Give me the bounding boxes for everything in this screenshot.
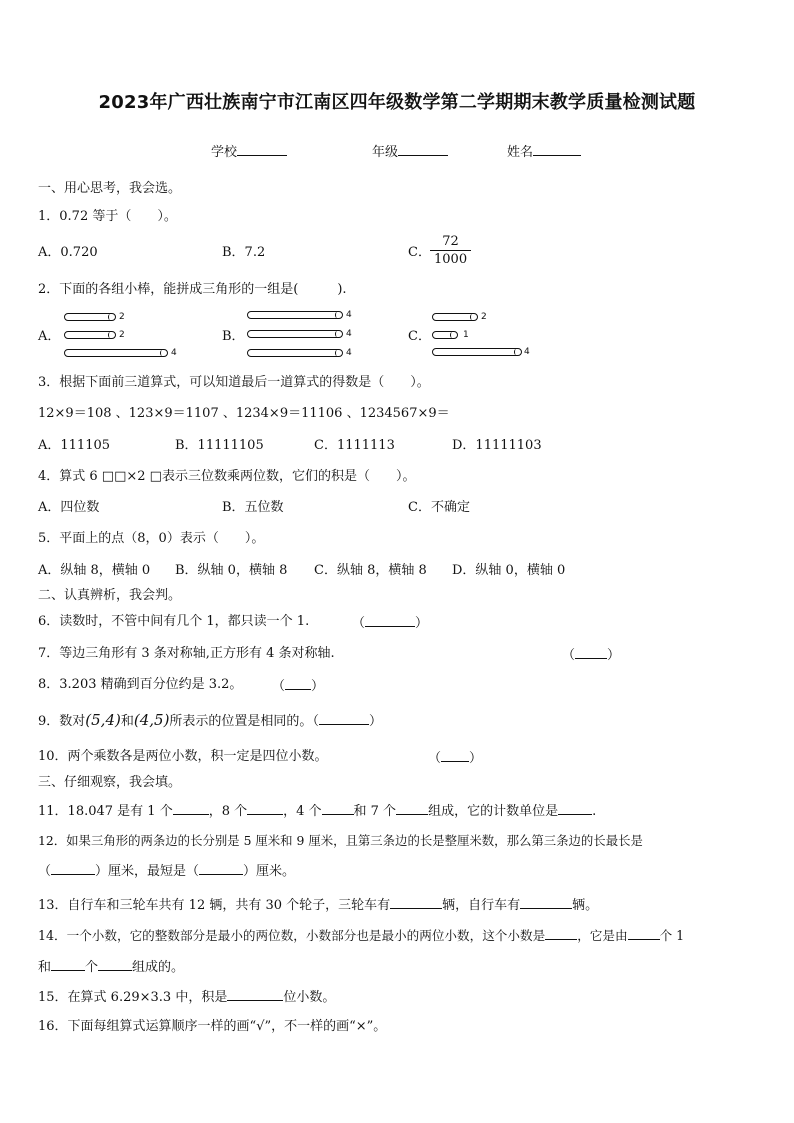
- q2-stem: 2．下面的各组小棒，能拼成三角形的一组是( ).: [38, 282, 347, 297]
- paren-close: ）: [469, 751, 483, 766]
- paren-open: （: [352, 616, 366, 631]
- q12-line-1: 12．如果三角形的两条边的长分别是 5 厘米和 9 厘米，且第三条边的长是整厘米数，那么第三条边的长最长是: [38, 833, 643, 848]
- answer-blank[interactable]: [285, 677, 311, 690]
- stick-a3-icon: [64, 349, 168, 357]
- stick-c2-label: 1: [463, 330, 469, 340]
- stick-a1-label: 2: [119, 312, 125, 322]
- q6-stem: 6．读数时，不管中间有几个 1，都只读一个 1.: [38, 614, 310, 629]
- q14-text-5: 个: [85, 960, 99, 975]
- q1-stem: 1．0.72 等于（ ）。: [38, 209, 177, 224]
- q9-pre: 9．数对: [38, 714, 86, 729]
- q11-stem: [38, 802, 596, 820]
- q14-blank-1[interactable]: [545, 927, 577, 940]
- q13-text-2: 辆，自行车有: [442, 898, 521, 913]
- q14-blank-3[interactable]: [51, 958, 85, 971]
- q3-formula: 12×9＝108 、123×9＝1107 、1234×9＝11106 、1234567×9＝: [38, 406, 450, 421]
- q14-blank-2[interactable]: [628, 927, 660, 940]
- stick-b1-label: 4: [346, 310, 352, 320]
- q15-stem: [38, 988, 335, 1006]
- q3-stem: 3．根据下面前三道算式，可以知道最后一道算式的得数是（ ）。: [38, 375, 430, 390]
- paren-open: （: [272, 679, 286, 694]
- q13-text-1: 13．自行车和三轮车共有 12 辆，共有 30 个轮子，三轮车有: [38, 898, 391, 913]
- name-blank[interactable]: [533, 143, 581, 156]
- q16-stem: 16．下面每组算式运算顺序一样的画“√”，不一样的画“×”。: [38, 1019, 387, 1034]
- q14-text-3: 个 1: [659, 928, 685, 943]
- q10-stem: 10．两个乘数各是两位小数，积一定是四位小数。: [38, 749, 328, 764]
- stick-b2-icon: [247, 330, 343, 338]
- q2-option-c: C．: [408, 329, 431, 344]
- stick-c1-icon: [432, 313, 478, 321]
- q9-stem: [38, 712, 382, 730]
- paren-close: ）: [607, 648, 621, 663]
- name-label: 姓名: [507, 145, 534, 160]
- q14-text-2: ，它是由: [577, 928, 628, 943]
- stick-b1-icon: [247, 311, 343, 319]
- answer-blank[interactable]: [365, 614, 415, 627]
- q4-option-c: C．不确定: [408, 500, 470, 515]
- q8-stem: 8．3.203 精确到百分位约是 3.2。: [38, 677, 243, 692]
- q11-blank-2[interactable]: [247, 802, 283, 815]
- stick-a2-label: 2: [119, 330, 125, 340]
- answer-blank[interactable]: [319, 712, 369, 725]
- q11-blank-5[interactable]: [558, 802, 592, 815]
- q15-text-1: 15．在算式 6.29×3.3 中，积是: [38, 990, 228, 1005]
- q11-text-5: 组成，它的计数单位是: [428, 804, 559, 819]
- q2-option-b: B．: [222, 329, 245, 344]
- q10-answer[interactable]: [428, 749, 482, 767]
- q5-option-d: D．纵轴 0，横轴 0: [452, 563, 566, 578]
- grade-label: 年级: [372, 145, 399, 160]
- stick-b2-label: 4: [346, 329, 352, 339]
- q1-fraction: [430, 233, 471, 268]
- q4-option-b: B．五位数: [222, 500, 284, 515]
- stick-c1-label: 2: [481, 312, 487, 322]
- paren-open: （: [562, 648, 576, 663]
- q5-stem: 5．平面上的点（8，0）表示（ ）。: [38, 531, 265, 546]
- q14-line-2: [38, 958, 184, 976]
- grade-blank[interactable]: [398, 143, 448, 156]
- stick-a1-icon: [64, 313, 116, 321]
- paren-close: ）: [415, 616, 429, 631]
- q12-text-3: ）厘米。: [243, 864, 296, 879]
- q5-option-a: A．纵轴 8，横轴 0: [38, 563, 151, 578]
- stick-c2-icon: [432, 331, 458, 339]
- school-field: [211, 143, 287, 161]
- q3-option-b: B．11111105: [175, 438, 264, 453]
- q14-line-1: [38, 927, 684, 944]
- answer-blank[interactable]: [575, 646, 607, 659]
- q13-blank-1[interactable]: [390, 896, 442, 909]
- q7-answer[interactable]: [562, 646, 620, 664]
- name-field: [507, 143, 581, 161]
- q13-text-3: 辆。: [572, 898, 599, 913]
- q9-post: 所表示的位置是相同的。: [169, 714, 313, 729]
- page-title: 2023年广西壮族南宁市江南区四年级数学第二学期期末教学质量检测试题: [98, 92, 696, 113]
- q3-option-c: C．1111113: [314, 438, 395, 453]
- q1-option-b: B．7.2: [222, 245, 266, 260]
- section-1-heading: 一、用心思考，我会选。: [38, 181, 182, 196]
- q2-option-a: A．: [38, 329, 61, 344]
- q15-blank-1[interactable]: [227, 988, 283, 1001]
- q9-mid: 和: [120, 714, 134, 729]
- paren-close: ）: [368, 714, 382, 729]
- q11-blank-1[interactable]: [173, 802, 209, 815]
- q13-blank-2[interactable]: [520, 896, 572, 909]
- paren-close: ）: [311, 679, 325, 694]
- q1-option-c: C．: [408, 245, 431, 260]
- q11-text-2: ，8 个: [208, 804, 248, 819]
- q9-coord-2: (4,5): [133, 711, 170, 729]
- school-blank[interactable]: [237, 143, 287, 156]
- fraction-denominator: 1000: [434, 252, 468, 267]
- q12-text-2: ）厘米，最短是（: [95, 864, 200, 879]
- q11-text-1: 11．18.047 是有 1 个: [38, 804, 173, 819]
- section-2-heading: 二、认真辨析，我会判。: [38, 588, 182, 603]
- q14-text-4: 和: [38, 960, 52, 975]
- stick-b3-label: 4: [346, 348, 352, 358]
- q14-text-1: 14．一个小数，它的整数部分是最小的两位数，小数部分也是最小的两位小数，这个小数是: [38, 928, 546, 943]
- q11-blank-4[interactable]: [396, 802, 428, 815]
- q4-stem: 4．算式 6 □□×2 □表示三位数乘两位数，它们的积是（ ）。: [38, 469, 416, 484]
- q5-option-c: C．纵轴 8，横轴 8: [314, 563, 427, 578]
- q14-text-6: 组成的。: [132, 960, 185, 975]
- q1-option-a: A．0.720: [38, 245, 98, 260]
- answer-blank[interactable]: [441, 749, 469, 762]
- q11-text-6: .: [592, 804, 597, 819]
- q11-blank-3[interactable]: [322, 802, 354, 815]
- q6-answer[interactable]: [352, 614, 428, 632]
- q13-stem: [38, 896, 598, 914]
- stick-c3-label: 4: [524, 347, 530, 357]
- stick-b3-icon: [247, 349, 343, 357]
- stick-a3-label: 4: [171, 348, 177, 358]
- paren-open: （: [312, 714, 319, 729]
- stick-c3-icon: [432, 348, 522, 356]
- q11-text-4: 和 7 个: [353, 804, 397, 819]
- section-3-heading: 三、仔细观察，我会填。: [38, 775, 182, 790]
- paren-open: （: [428, 751, 442, 766]
- q14-blank-4[interactable]: [98, 958, 132, 971]
- q11-text-3: ，4 个: [283, 804, 322, 819]
- q12-line-2: [38, 862, 295, 880]
- fraction-numerator: 72: [430, 233, 471, 251]
- q7-stem: 7．等边三角形有 3 条对称轴,正方形有 4 条对称轴.: [38, 646, 335, 661]
- grade-field: [372, 143, 448, 161]
- q9-coord-1: (5,4): [85, 711, 121, 729]
- q5-option-b: B．纵轴 0，横轴 8: [175, 563, 288, 578]
- q4-option-a: A．四位数: [38, 500, 100, 515]
- q12-blank-2[interactable]: [199, 862, 243, 875]
- stick-a2-icon: [64, 331, 116, 339]
- q12-text-1: （: [38, 864, 52, 879]
- q12-blank-1[interactable]: [51, 862, 95, 875]
- q8-answer[interactable]: [272, 677, 324, 695]
- school-label: 学校: [211, 145, 238, 160]
- q15-text-2: 位小数。: [283, 990, 336, 1005]
- q3-option-a: A．111105: [38, 438, 111, 453]
- q3-option-d: D．11111103: [452, 438, 542, 453]
